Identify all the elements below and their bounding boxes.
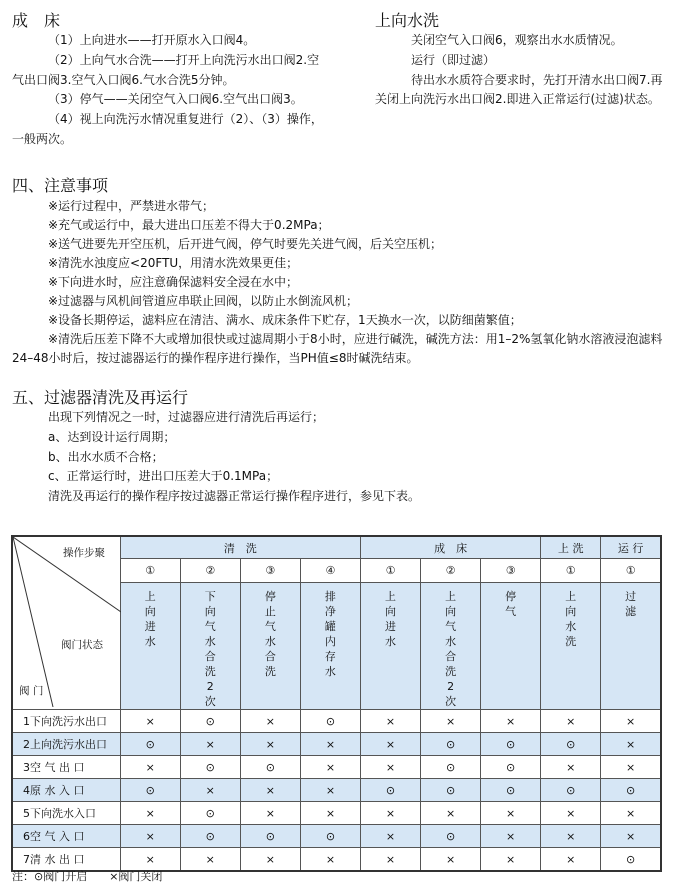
valve-name: 3空 气 出 口	[12, 756, 120, 779]
valve-closed-cell: ×	[120, 756, 180, 779]
step-number: ②	[180, 559, 240, 583]
step-name-cell	[240, 583, 300, 710]
valve-closed-cell: ×	[300, 848, 360, 872]
step-name-cell	[601, 583, 661, 710]
valve-closed-cell: ×	[541, 802, 601, 825]
valve-closed-cell: ×	[120, 848, 180, 872]
valve-closed-cell: ×	[541, 825, 601, 848]
table-row	[12, 710, 661, 733]
note-item: ※充气或运行中，最大进出口压差不得大于0.2MPa；	[48, 218, 330, 232]
step-number: ②	[421, 559, 481, 583]
valve-closed-cell: ×	[481, 802, 541, 825]
valve-closed-cell: ×	[120, 710, 180, 733]
valve-closed-cell: ×	[240, 848, 300, 872]
valve-closed-cell: ×	[360, 756, 420, 779]
valve-open-cell: ⊙	[360, 779, 420, 802]
valve-closed-cell: ×	[601, 756, 661, 779]
step-number: ④	[300, 559, 360, 583]
valve-name: 6空 气 入 口	[12, 825, 120, 848]
valve-closed-cell: ×	[300, 802, 360, 825]
valve-open-cell: ⊙	[421, 756, 481, 779]
steps-label: 操作步聚	[63, 547, 105, 559]
note-item: ※设备长期停运，滤料应在清洁、满水、成床条件下贮存，1天换水一次，以防细菌繁值；	[48, 313, 522, 327]
step-number: ①	[541, 559, 601, 583]
valve-open-cell: ⊙	[180, 756, 240, 779]
table-row	[12, 733, 661, 756]
step-name: 排净罐内存水	[324, 590, 336, 678]
notes-title: 四、注意事项	[12, 176, 109, 195]
step-name-cell	[300, 583, 360, 710]
valve-name: 4原 水 入 口	[12, 779, 120, 802]
valve-name: 2上向洗污水出口	[12, 733, 120, 756]
valve-name: 1下向洗污水出口	[12, 710, 120, 733]
valve-closed-cell: ×	[300, 733, 360, 756]
forming-steps	[12, 31, 330, 150]
valve-open-cell: ⊙	[120, 779, 180, 802]
note-item: ※清洗后压差下降不大或增加很快或过滤周期小于8小时，应进行碱洗，碱洗方法：用1–2%氢氧化钠水溶液浸泡滤料24–48小时后，按过滤器运行的操作程序进行操作，当PH值≤8时碱洗结束。	[12, 332, 663, 365]
step-name-cell	[180, 583, 240, 710]
valve-open-cell: ⊙	[481, 733, 541, 756]
cleaning-line: c、正常运行时，进出口压差大于0.1MPa；	[48, 469, 279, 484]
diagonal-lines	[13, 537, 121, 707]
forming-title: 成 床	[12, 11, 61, 30]
valve-open-cell: ⊙	[481, 756, 541, 779]
valve-closed-cell: ×	[421, 710, 481, 733]
notes-list	[12, 197, 668, 368]
step-number: ①	[601, 559, 661, 583]
note-item: ※送气进要先开空压机，后开进气阀，停气时要先关进气阀，后关空压机；	[48, 237, 443, 251]
valve-open-cell: ⊙	[421, 779, 481, 802]
step-name: 停 气	[505, 590, 528, 618]
valve-closed-cell: ×	[120, 825, 180, 848]
valve-state-label: 阀门状态	[61, 639, 103, 651]
valve-closed-cell: ×	[240, 779, 300, 802]
valve-closed-cell: ×	[481, 848, 541, 872]
legend-note: 注：⊙阀门开启 ×阀门关闭	[12, 870, 163, 883]
upwash-steps	[375, 31, 667, 110]
valve-open-cell: ⊙	[601, 779, 661, 802]
valve-closed-cell: ×	[360, 848, 420, 872]
valve-closed-cell: ×	[481, 710, 541, 733]
step-name-cell	[541, 583, 601, 710]
step-name-cell	[120, 583, 180, 710]
valve-closed-cell: ×	[300, 756, 360, 779]
table-corner-header	[12, 536, 120, 710]
valve-name: 5下向洗水入口	[12, 802, 120, 825]
valve-closed-cell: ×	[360, 733, 420, 756]
table-row	[12, 756, 661, 779]
step-name: 停止气水合洗	[264, 590, 276, 678]
note-item: ※过滤器与风机间管道应串联止回阀，以防止水倒流风机；	[48, 294, 359, 308]
step-name: 下向气水合洗2次	[204, 590, 216, 708]
step-name-cell	[421, 583, 481, 710]
valve-closed-cell: ×	[180, 733, 240, 756]
step-name: 上向水洗	[565, 590, 577, 648]
cleaning-title: 五、过滤器清洗及再运行	[12, 388, 189, 407]
step-name: 上向气水合洗2次	[445, 590, 457, 708]
forming-step: （2）上向气水合洗——打开上向洗污水出口阀2.空气出口阀3.空气入口阀6.气水合洗5分钟。	[12, 52, 320, 87]
valve-closed-cell: ×	[300, 779, 360, 802]
cleaning-list	[12, 408, 668, 507]
cleaning-line: a、达到设计运行周期；	[48, 429, 176, 444]
valve-operation-table	[11, 535, 662, 872]
valve-closed-cell: ×	[481, 825, 541, 848]
valve-open-cell: ⊙	[180, 825, 240, 848]
upwash-title: 上向水洗	[375, 11, 440, 30]
valve-closed-cell: ×	[240, 733, 300, 756]
forming-step: （1）上向进水——打开原水入口阀4。	[48, 33, 256, 47]
valve-open-cell: ⊙	[300, 710, 360, 733]
step-number: ①	[120, 559, 180, 583]
valve-closed-cell: ×	[240, 802, 300, 825]
valve-open-cell: ⊙	[481, 779, 541, 802]
step-number: ③	[240, 559, 300, 583]
valve-open-cell: ⊙	[541, 779, 601, 802]
valve-closed-cell: ×	[541, 710, 601, 733]
valve-closed-cell: ×	[180, 779, 240, 802]
cleaning-line: 出现下列情况之一时，过滤器应进行清洗后再运行；	[48, 410, 325, 424]
table-row	[12, 825, 661, 848]
valve-label: 阀 门	[19, 685, 44, 697]
note-item: ※清洗水浊度应<20FTU，用清水洗效果更佳；	[48, 256, 299, 270]
valve-closed-cell: ×	[541, 756, 601, 779]
valve-closed-cell: ×	[360, 825, 420, 848]
valve-open-cell: ⊙	[421, 733, 481, 756]
valve-closed-cell: ×	[120, 802, 180, 825]
valve-open-cell: ⊙	[180, 802, 240, 825]
valve-closed-cell: ×	[421, 848, 481, 872]
valve-open-cell: ⊙	[180, 710, 240, 733]
step-name: 上向进水	[385, 590, 396, 648]
group-upwash: 上 洗	[541, 536, 601, 559]
valve-open-cell: ⊙	[300, 825, 360, 848]
valve-closed-cell: ×	[421, 802, 481, 825]
valve-name: 7清 水 出 口	[12, 848, 120, 872]
group-cleaning: 清 洗	[120, 536, 360, 559]
valve-open-cell: ⊙	[120, 733, 180, 756]
note-item: ※下向进水时，应注意确保滤料安全浸在水中；	[48, 275, 299, 289]
upwash-line: 关闭空气入口阀6，观察出水水质情况。	[411, 33, 623, 47]
table-row	[12, 779, 661, 802]
forming-step: （4）视上向洗污水情况重复进行（2）、（3）操作，一般两次。	[12, 112, 323, 146]
valve-closed-cell: ×	[180, 848, 240, 872]
note-item: ※运行过程中，严禁进水带气；	[48, 199, 215, 213]
group-run: 运 行	[601, 536, 661, 559]
step-name-cell	[360, 583, 420, 710]
valve-closed-cell: ×	[601, 825, 661, 848]
group-forming: 成 床	[360, 536, 540, 559]
valve-closed-cell: ×	[240, 710, 300, 733]
upwash-line: 运行（即过滤）	[411, 52, 496, 67]
cleaning-line: 清洗及再运行的操作程序按过滤器正常运行操作程序进行，参见下表。	[48, 489, 421, 504]
valve-closed-cell: ×	[360, 710, 420, 733]
upwash-line: 待出水水质符合要求时，先打开清水出口阀7.再关闭上向洗污水出口阀2.即进入正常运行(过滤)状态。	[375, 72, 663, 107]
valve-closed-cell: ×	[360, 802, 420, 825]
valve-open-cell: ⊙	[601, 848, 661, 872]
cleaning-line: b、出水水质不合格；	[48, 449, 164, 464]
valve-closed-cell: ×	[601, 733, 661, 756]
step-number: ③	[481, 559, 541, 583]
valve-closed-cell: ×	[601, 802, 661, 825]
valve-closed-cell: ×	[601, 710, 661, 733]
step-name: 过 滤	[625, 590, 648, 618]
forming-step: （3）停气——关闭空气入口阀6.空气出口阀3。	[48, 92, 303, 107]
valve-closed-cell: ×	[541, 848, 601, 872]
step-name: 上向进水	[144, 590, 156, 648]
step-name-cell	[481, 583, 541, 710]
valve-open-cell: ⊙	[421, 825, 481, 848]
table-row	[12, 802, 661, 825]
valve-open-cell: ⊙	[240, 825, 300, 848]
valve-open-cell: ⊙	[240, 756, 300, 779]
valve-open-cell: ⊙	[541, 733, 601, 756]
step-number: ①	[360, 559, 420, 583]
